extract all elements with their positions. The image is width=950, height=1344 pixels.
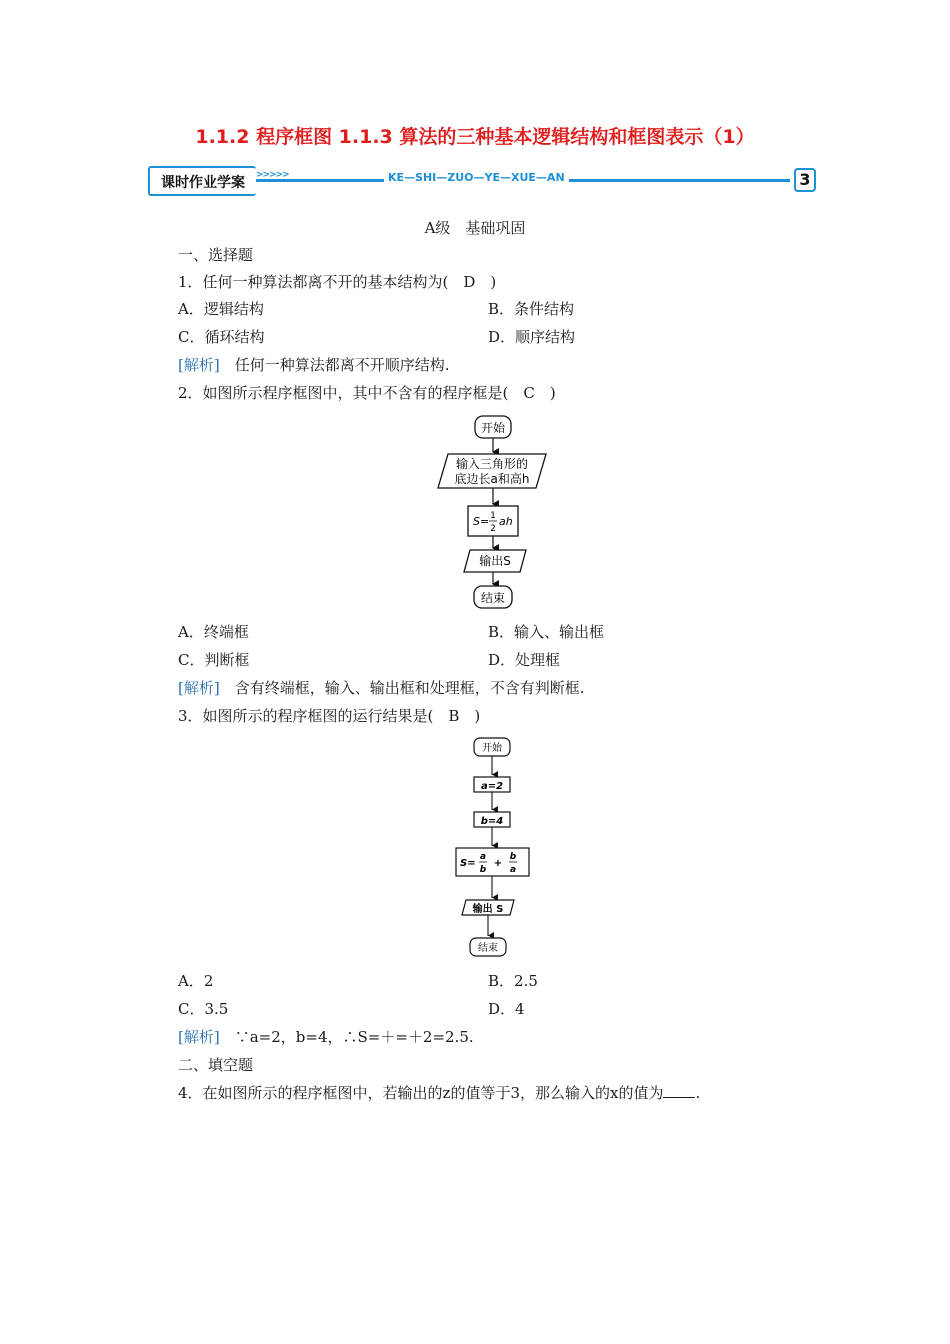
- banner-arrows: >>>>>: [256, 170, 289, 180]
- q2-option-b: B．输入、输出框: [488, 623, 605, 641]
- analysis-text: 任何一种算法都离不开顺序结构.: [219, 356, 450, 374]
- q1-option-c: C．循环结构: [178, 328, 265, 346]
- q3-option-b: B．2.5: [488, 972, 538, 990]
- page-title: 1.1.2 程序框图 1.1.3 算法的三种基本逻辑结构和框图表示（1）: [195, 126, 755, 148]
- q3-option-c: C．3.5: [178, 1000, 229, 1018]
- flow-end-label: 结束: [480, 591, 506, 605]
- analysis-tag: [解析]: [178, 679, 220, 697]
- q1-option-a: A．逻辑结构: [178, 300, 264, 318]
- q4-stem: [178, 1082, 700, 1103]
- q4-blank[interactable]: [663, 1083, 695, 1098]
- flow-output-label: 输出S: [479, 554, 511, 568]
- flow-output-label: 输出 S: [472, 904, 504, 915]
- level-heading: A级 基础巩固: [424, 219, 526, 237]
- banner-number: 3: [794, 168, 816, 192]
- q2-option-a: A．终端框: [178, 623, 249, 641]
- banner-pinyin: KE—SHI—ZUO—YE—XUE—AN: [384, 171, 569, 184]
- flow-end-label: 结束: [478, 943, 498, 954]
- flow-formula-lhs: S=: [460, 858, 476, 869]
- lesson-banner: [148, 166, 816, 200]
- q3-option-d: D．4: [488, 1000, 525, 1018]
- analysis-text: ∵a=2，b=4，∴S=＋=＋2=2.5.: [219, 1028, 474, 1046]
- q4-text: 4．在如图所示的程序框图中，若输出的z的值等于3，那么输入的x的值为: [178, 1084, 664, 1102]
- q1-option-b: B．条件结构: [488, 300, 575, 318]
- q2-stem: 2．如图所示程序框图中，其中不含有的程序框是( C ): [178, 384, 556, 402]
- section-fill: 二、填空题: [178, 1056, 254, 1074]
- q2-flowchart: [430, 412, 560, 612]
- q1-stem: 1．任何一种算法都离不开的基本结构为( D ): [178, 273, 497, 291]
- flow-frac2-den: a: [509, 865, 517, 875]
- analysis-tag: [解析]: [178, 1028, 220, 1046]
- q4-end: .: [695, 1084, 701, 1102]
- section-choice: 一、选择题: [178, 246, 254, 264]
- flow-start-label: 开始: [480, 421, 506, 435]
- flow-input-line1: 输入三角形的: [455, 457, 529, 471]
- q3-analysis: [178, 1026, 474, 1047]
- q3-stem: 3．如图所示的程序框图的运行结果是( B ): [178, 707, 481, 725]
- q1-analysis: [178, 354, 450, 375]
- flow-input-line2: 底边长a和高h: [454, 472, 530, 486]
- q2-option-d: D．处理框: [488, 651, 561, 669]
- analysis-tag: [解析]: [178, 356, 220, 374]
- q3-option-a: A．2: [178, 972, 214, 990]
- q2-analysis: [178, 677, 585, 698]
- flow-assign-a: a=2: [480, 781, 504, 792]
- flow-formula-den: 2: [490, 524, 496, 534]
- flow-frac1-num: a: [479, 852, 487, 862]
- flow-formula-rhs: ah: [499, 515, 513, 528]
- flow-plus: +: [493, 858, 503, 869]
- banner-label: 课时作业学案: [148, 166, 256, 196]
- flow-formula-num: 1: [490, 511, 496, 521]
- analysis-text: 含有终端框，输入、输出框和处理框，不含有判断框.: [219, 679, 585, 697]
- flow-formula-lhs: S=: [473, 515, 490, 528]
- q3-flowchart: [440, 734, 550, 960]
- q2-option-c: C．判断框: [178, 651, 250, 669]
- q1-option-d: D．顺序结构: [488, 328, 576, 346]
- flow-start-label: 开始: [482, 743, 502, 754]
- flow-frac2-num: b: [509, 852, 517, 862]
- flow-assign-b: b=4: [480, 816, 504, 827]
- flow-frac1-den: b: [479, 865, 487, 875]
